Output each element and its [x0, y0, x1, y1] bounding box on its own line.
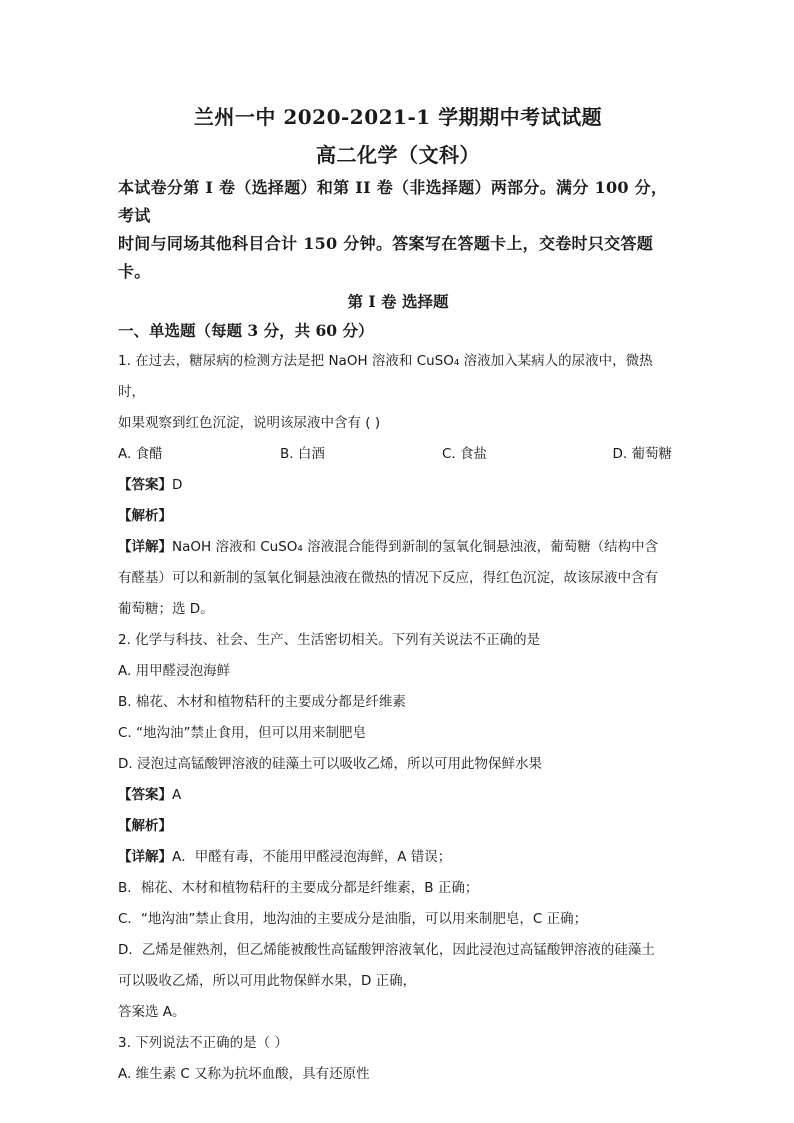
answer-tag: 【答案】	[118, 787, 172, 803]
exam-title: 兰州一中 2020-2021-1 学期期中考试试题	[193, 105, 603, 129]
q2-detail-line-6: 答案选 A。	[118, 1004, 186, 1020]
q1-option-d: D. 葡萄糖	[612, 446, 672, 462]
question-2	[118, 625, 678, 1028]
q2-detail-line-3: C．“地沟油”禁止食用，地沟油的主要成分是油脂，可以用来制肥皂，C 正确；	[118, 911, 588, 927]
document-page	[118, 100, 678, 1090]
answer-value: D	[172, 477, 183, 493]
detail-tag: 【详解】	[118, 539, 172, 555]
q1-detail-line-3: 葡萄糖；选 D。	[118, 601, 214, 617]
q1-answer	[118, 470, 678, 501]
q2-option-d: D. 浸泡过高锰酸钾溶液的硅藻土可以吸收乙烯，所以可用此物保鲜水果	[118, 756, 542, 772]
q3-stem: 3. 下列说法不正确的是（ ）	[118, 1035, 288, 1051]
q2-option-c: C. “地沟油”禁止食用，但可以用来制肥皂	[118, 725, 366, 741]
detail-text: NaOH 溶液和 CuSO₄ 溶液混合能得到新制的氢氧化铜悬浊液，葡萄糖（结构中含	[172, 539, 659, 555]
q1-option-c: C. 食盐	[442, 446, 488, 462]
detail-text: A．甲醛有毒，不能用甲醛浸泡海鲜，A 错误；	[172, 849, 452, 865]
intro-line-1: 本试卷分第 I 卷（选择题）和第 II 卷（非选择题）两部分。满分 100 分，考试	[118, 178, 668, 225]
q1-stem-line-2: 如果观察到红色沉淀，说明该尿液中含有 ( )	[118, 415, 381, 431]
q2-answer	[118, 780, 678, 811]
q1-stem-line-1: 1. 在过去，糖尿病的检测方法是把 NaOH 溶液和 CuSO₄ 溶液加入某病人的尿液中，微热时，	[118, 353, 653, 400]
answer-value: A	[172, 787, 182, 803]
exam-subtitle: 高二化学（文科）	[316, 143, 480, 167]
q2-detail-line-2: B．棉花、木材和植物秸秆的主要成分都是纤维素，B 正确；	[118, 880, 479, 896]
q2-analysis	[118, 811, 678, 842]
q3-option-a: A. 维生素 C 又称为抗坏血酸，具有还原性	[118, 1066, 370, 1082]
section-title: 第 I 卷 选择题	[347, 292, 449, 311]
q1-option-b: B. 白酒	[280, 446, 325, 462]
q2-stem: 2. 化学与科技、社会、生产、生活密切相关。下列有关说法不正确的是	[118, 632, 541, 648]
analysis-tag: 【解析】	[118, 818, 172, 834]
q2-detail-line-1	[118, 842, 678, 873]
section-subtitle: 一、单选题（每题 3 分，共 60 分）	[118, 321, 374, 340]
intro-line-2: 时间与同场其他科目合计 150 分钟。答案写在答题卡上，交卷时只交答题卡。	[118, 234, 654, 281]
q2-detail-line-4: D．乙烯是催熟剂，但乙烯能被酸性高锰酸钾溶液氧化，因此浸泡过高锰酸钾溶液的硅藻土	[118, 942, 655, 958]
intro-paragraph	[118, 174, 678, 286]
q2-option-a: A. 用甲醛浸泡海鲜	[118, 663, 231, 679]
q2-detail-line-5: 可以吸收乙烯，所以可用此物保鲜水果，D 正确，	[118, 973, 417, 989]
q1-options	[118, 439, 678, 470]
analysis-tag: 【解析】	[118, 508, 172, 524]
detail-tag: 【详解】	[118, 849, 172, 865]
q2-option-b: B. 棉花、木材和植物秸秆的主要成分都是纤维素	[118, 694, 406, 710]
question-3	[118, 1028, 678, 1090]
question-1	[118, 346, 678, 625]
answer-tag: 【答案】	[118, 477, 172, 493]
q1-detail-line-2: 有醛基）可以和新制的氢氧化铜悬浊液在微热的情况下反应，得红色沉淀，故该尿液中含有	[118, 570, 658, 586]
q1-detail-line-1	[118, 532, 678, 563]
q1-analysis	[118, 501, 678, 532]
q1-option-a: A. 食醋	[118, 446, 163, 462]
